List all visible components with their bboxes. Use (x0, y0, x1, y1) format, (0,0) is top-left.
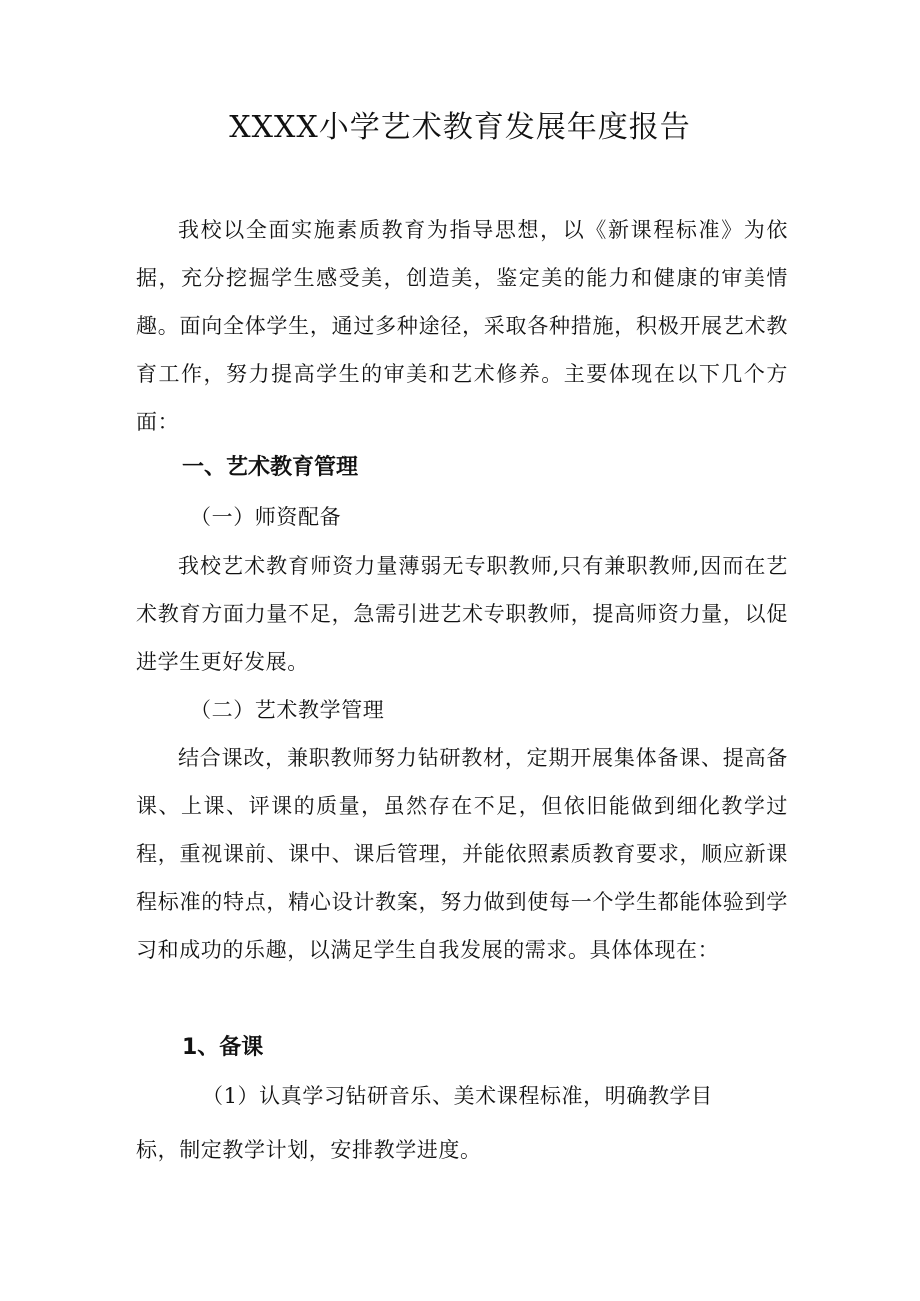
intro-paragraph: 我校以全面实施素质教育为指导思想，以《新课程标准》为依据，充分挖掘学生感受美，创造美，鉴定美的能力和健康的审美情趣。面向全体学生，通过多种途径，采取各种措施，积极开展艺术教育工作，努力提高学生的审美和艺术修养。主要体现在以下几个方面： (136, 218, 788, 434)
teaching-management-paragraph: 结合课改，兼职教师努力钻研教材，定期开展集体备课、提高备课、上课、评课的质量，虽然存在不足，但依旧能做到细化教学过程，重视课前、课中、课后管理，并能依照素质教育要求，顺应新课程标准的特点，精心设计教案，努力做到使每一个学生都能体验到学习和成功的乐趣，以满足学生自我发展的需求。具体体现在： (136, 746, 788, 962)
document-title: XXXX小学艺术教育发展年度报告 (229, 110, 691, 145)
item-heading-lesson-preparation: 1、备课 (182, 1035, 264, 1060)
subsection-heading-teacher-staffing: （一）师资配备 (190, 505, 342, 529)
teacher-staffing-paragraph: 我校艺术教育师资力量薄弱无专职教师,只有兼职教师,因而在艺术教育方面力量不足，急需引进艺术专职教师，提高师资力量，以促进学生更好发展。 (136, 554, 788, 674)
section-heading-art-education-management: 一、艺术教育管理 (182, 455, 359, 480)
lesson-preparation-line-1: （1）认真学习钻研音乐、美术课程标准，明确教学目 (202, 1084, 713, 1108)
subsection-heading-teaching-management: （二）艺术教学管理 (190, 698, 385, 722)
lesson-preparation-line-2: 标，制定教学计划，安排教学进度。 (136, 1138, 482, 1162)
